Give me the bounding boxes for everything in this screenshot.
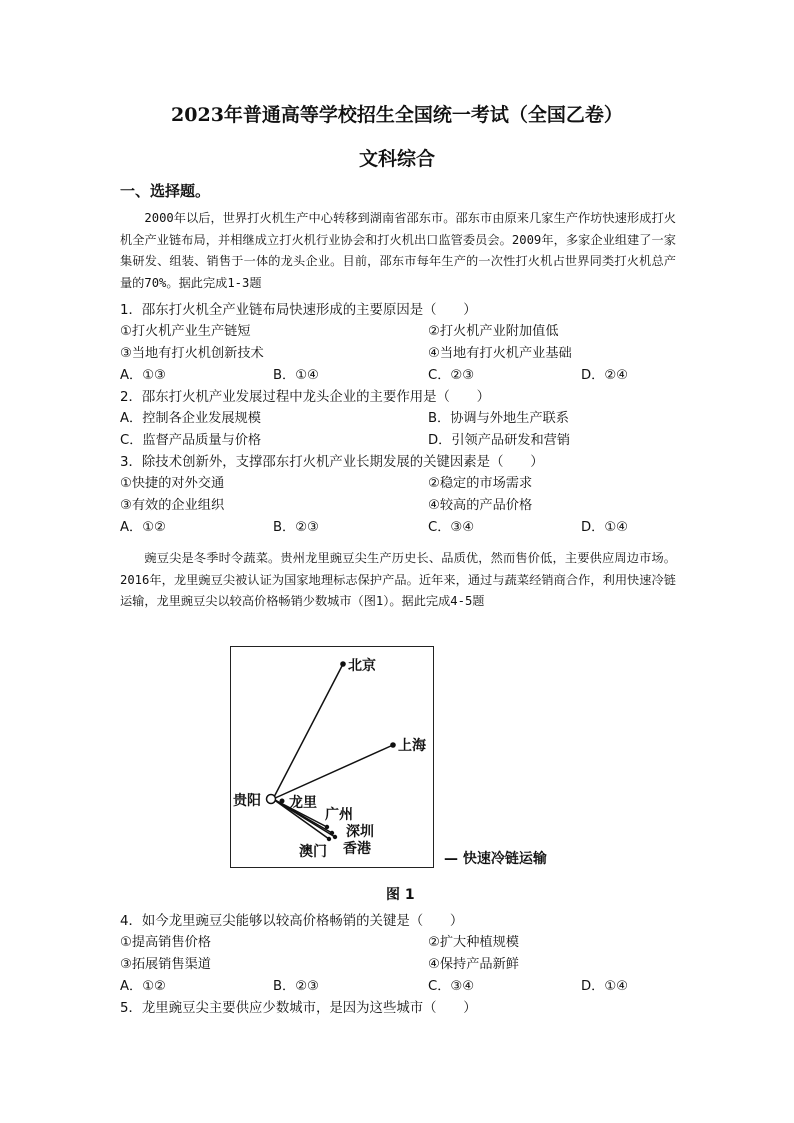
- q4-options-row-1: [120, 931, 680, 953]
- city-guiyang: 贵阳: [233, 793, 261, 809]
- q4-opt2: ②扩大种植规模: [428, 935, 519, 950]
- q1-options-row-1: [120, 320, 680, 342]
- shenzhen-marker: [330, 831, 334, 835]
- route-map: [231, 647, 435, 869]
- q1-choice-b[interactable]: B．①④: [273, 368, 319, 383]
- guangzhou-marker: [325, 825, 329, 829]
- q3-opt1: ①快捷的对外交通: [120, 476, 225, 491]
- q3-options-row-1: [120, 472, 680, 494]
- q1-opt1: ①打火机产业生产链短: [120, 324, 251, 339]
- q2-choice-b[interactable]: B．协调与外地生产联系: [428, 411, 569, 426]
- q4-options-row-2: [120, 953, 680, 975]
- city-longli: 龙里: [289, 795, 317, 811]
- q4-choice-b[interactable]: B．②③: [273, 979, 319, 994]
- q1-choice-d[interactable]: D．②④: [581, 368, 628, 383]
- hongkong-marker: [333, 835, 337, 839]
- map-legend: — 快速冷链运输: [444, 851, 547, 867]
- route-shanghai: [273, 745, 393, 799]
- q3-choice-c[interactable]: C．③④: [428, 520, 475, 535]
- figure-caption: 图 1: [386, 887, 415, 903]
- shanghai-marker: [390, 742, 396, 748]
- q2-choices-row-2: [120, 429, 680, 451]
- q3-stem: 3．除技术创新外，支撑邵东打火机产业长期发展的关键因素是（ ）: [120, 455, 544, 470]
- exam-title: 2023年普通高等学校招生全国统一考试（全国乙卷）: [171, 104, 623, 126]
- city-beijing: 北京: [348, 658, 376, 674]
- q4-opt1: ①提高销售价格: [120, 935, 211, 950]
- q1-opt4: ④当地有打火机产业基础: [428, 346, 572, 361]
- q3-choice-a[interactable]: A．①②: [120, 520, 166, 535]
- q3-choices: [120, 516, 680, 538]
- city-guangzhou: 广州: [325, 807, 353, 823]
- passage-2: 豌豆尖是冬季时令蔬菜。贵州龙里豌豆尖生产历史长、品质优，然而售价低，主要供应周边市场。2016年，龙里豌豆尖被认证为国家地理标志保护产品。近年来，通过与蔬菜经销商合作，利用快速冷链运输，龙里豌豆尖以较高价格畅销少数城市（图1）。据此完成4-5题: [120, 551, 676, 609]
- passage-1: 2000年以后，世界打火机生产中心转移到湖南省邵东市。邵东市由原来几家生产作坊快速形成打火机全产业链布局，并相继成立打火机行业协会和打火机出口监管委员会。2009年，多家企业组建了一家集研发、组装、销售于一体的龙头企业。目前，邵东市每年生产的一次性打火机占世界同类打火机总产量的70%。据此完成1-3题: [120, 211, 676, 290]
- city-hongkong: 香港: [343, 841, 371, 857]
- q2-choice-d[interactable]: D．引领产品研发和营销: [428, 433, 571, 448]
- city-shenzhen: 深圳: [346, 824, 374, 840]
- q1-opt2: ②打火机产业附加值低: [428, 324, 559, 339]
- q1-choices: [120, 364, 680, 386]
- q3-opt4: ④较高的产品价格: [428, 498, 533, 513]
- q4-opt3: ③拓展销售渠道: [120, 957, 211, 972]
- q2-choice-c[interactable]: C．监督产品质量与价格: [120, 433, 262, 448]
- q1-stem: 1．邵东打火机全产业链布局快速形成的主要原因是（ ）: [120, 303, 477, 318]
- q1-opt3: ③当地有打火机创新技术: [120, 346, 264, 361]
- beijing-marker: [340, 661, 346, 667]
- q3-choice-d[interactable]: D．①④: [581, 520, 628, 535]
- q1-choice-a[interactable]: A．①③: [120, 368, 166, 383]
- q3-options-row-2: [120, 494, 680, 516]
- longli-marker: [280, 799, 285, 804]
- exam-subtitle: 文科综合: [358, 148, 435, 170]
- q4-choice-c[interactable]: C．③④: [428, 979, 475, 994]
- guiyang-marker: [267, 795, 276, 804]
- macau-marker: [327, 837, 331, 841]
- q4-choices: [120, 975, 680, 997]
- section-heading: 一、选择题。: [120, 182, 211, 200]
- city-macau: 澳门: [299, 844, 327, 860]
- q2-stem: 2．邵东打火机产业发展过程中龙头企业的主要作用是（ ）: [120, 390, 491, 405]
- q3-opt3: ③有效的企业组织: [120, 498, 225, 513]
- q1-choice-c[interactable]: C．②③: [428, 368, 475, 383]
- route-map-frame: [230, 646, 434, 868]
- q4-choice-d[interactable]: D．①④: [581, 979, 628, 994]
- q3-choice-b[interactable]: B．②③: [273, 520, 319, 535]
- q4-choice-a[interactable]: A．①②: [120, 979, 166, 994]
- route-beijing: [273, 664, 343, 799]
- q4-opt4: ④保持产品新鲜: [428, 957, 519, 972]
- q4-stem: 4．如今龙里豌豆尖能够以较高价格畅销的关键是（ ）: [120, 914, 464, 929]
- q5-stem: 5．龙里豌豆尖主要供应少数城市，是因为这些城市（ ）: [120, 1001, 477, 1016]
- q3-opt2: ②稳定的市场需求: [428, 476, 533, 491]
- q2-choice-a[interactable]: A．控制各企业发展规模: [120, 411, 261, 426]
- q1-options-row-2: [120, 342, 680, 364]
- city-shanghai: 上海: [398, 738, 426, 754]
- q2-choices-row-1: [120, 407, 680, 429]
